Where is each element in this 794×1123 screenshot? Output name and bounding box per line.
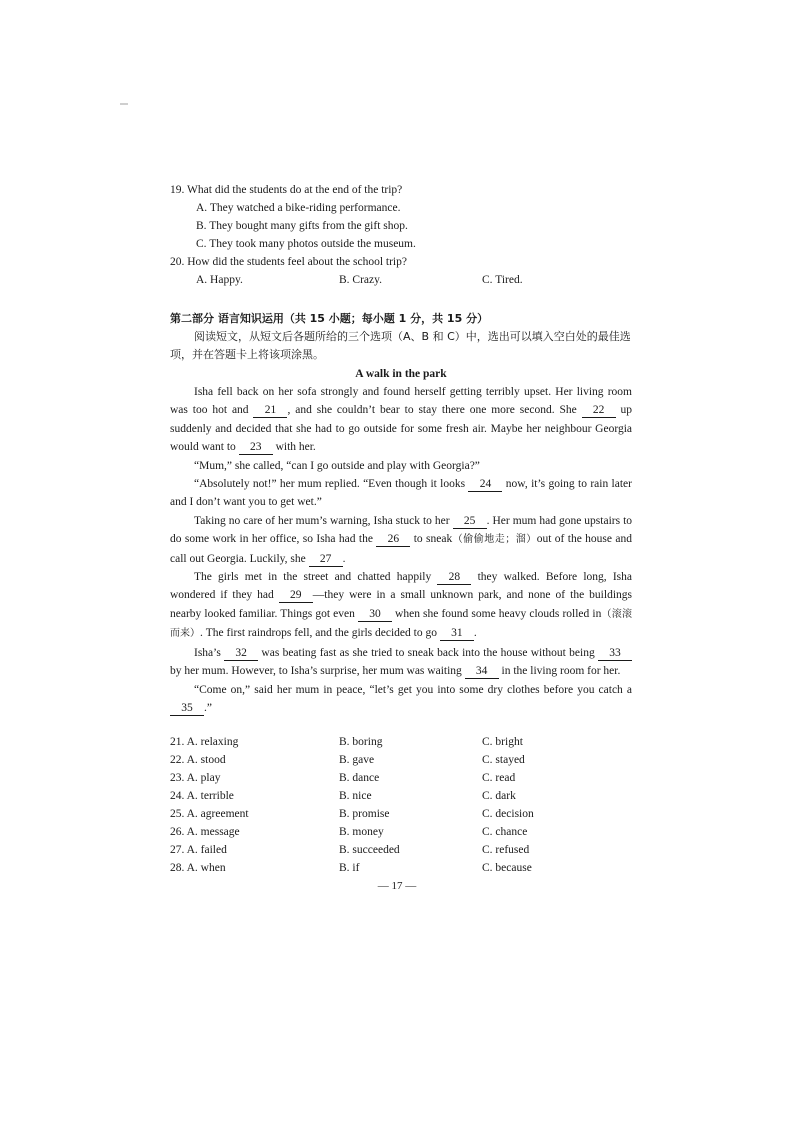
passage-paragraph-2: “Mum,” she called, “can I go outside and play with Georgia?” <box>194 459 480 472</box>
blank-21: 21 <box>253 404 287 418</box>
answer-choices <box>170 733 640 877</box>
passage <box>170 365 632 717</box>
choice-row-26: 26. A. message B. money C. chance <box>170 826 528 838</box>
blank-31: 31 <box>440 627 474 641</box>
question-20-options <box>170 271 632 289</box>
passage-title: A walk in the park <box>355 368 447 380</box>
passage-paragraph-5: The girls met in the street and chatted happily 28 they walked. Before long, Isha wondered if they had 29 —they were in a small unknown park, and none of the buildings nearby looked familiar. Things got even 30 when she found some heavy clouds rolled in（滚滚而来）. The first raindrops fell, and the girls decided to go 31 . <box>170 571 632 640</box>
question-19-option-c: C. They took many photos outside the museum. <box>196 238 416 250</box>
choice-row-23: 23. A. play B. dance C. read <box>170 772 516 784</box>
blank-29: 29 <box>279 589 313 603</box>
question-20-option-b: B. Crazy. <box>339 274 383 286</box>
blank-33: 33 <box>598 647 632 661</box>
blank-25: 25 <box>453 515 487 529</box>
section-heading: 第二部分 语言知识运用（共 15 小题；每小题 1 分，共 15 分） <box>170 312 489 325</box>
blank-24: 24 <box>468 478 502 492</box>
section-header <box>170 310 632 364</box>
choice-row-25: 25. A. agreement B. promise C. decision <box>170 808 534 820</box>
passage-paragraph-1: Isha fell back on her sofa strongly and found herself getting terribly upset. Her living room was too hot and 21 , and she couldn’t bear to stay there one more second. She 22 up suddenly and decided that she had to go outside for some fresh air. Maybe her neighbour Georgia would want to 23 with her. <box>170 386 632 454</box>
choice-row-28: 28. A. when B. if C. because <box>170 862 532 874</box>
gloss-roll-in: （滚滚而来） <box>170 608 632 640</box>
questions-19-20 <box>170 181 632 289</box>
blank-26: 26 <box>376 533 410 547</box>
page-number: — 17 — <box>377 880 417 892</box>
passage-paragraph-3: “Absolutely not!” her mum replied. “Even though it looks 24 now, it’s going to rain later and I don’t want you to get wet.” <box>170 478 632 509</box>
question-20-option-a: A. Happy. <box>196 274 243 286</box>
choice-row-27: 27. A. failed B. succeeded C. refused <box>170 844 530 856</box>
blank-35: 35 <box>170 702 204 716</box>
choice-row-21: 21. A. relaxing B. boring C. bright <box>170 736 523 748</box>
blank-23: 23 <box>239 441 273 455</box>
scan-mark <box>120 103 128 105</box>
question-19-stem: 19. What did the students do at the end of the trip? <box>170 184 403 196</box>
choice-row-22: 22. A. stood B. gave C. stayed <box>170 754 525 766</box>
gloss-sneak: （偷偷地走；溜） <box>452 534 537 546</box>
section-instruction: 阅读短文，从短文后各题所给的三个选项（A、B 和 C）中，选出可以填入空白处的最佳选项，并在答题卡上将该项涂黑。 <box>170 330 631 361</box>
choice-row-24: 24. A. terrible B. nice C. dark <box>170 790 516 802</box>
passage-paragraph-7: “Come on,” said her mum in peace, “let’s get you into some dry clothes before you catch a 35 .” <box>170 681 632 718</box>
blank-34: 34 <box>465 665 499 679</box>
blank-22: 22 <box>582 404 616 418</box>
blank-30: 30 <box>358 608 392 622</box>
passage-paragraph-6: Isha’s 32 was beating fast as she tried to sneak back into the house without being 33 by her mum. However, to Isha’s surprise, her mum was waiting 34 in the living room for her. <box>170 644 632 681</box>
question-20-option-c: C. Tired. <box>482 274 523 286</box>
blank-28: 28 <box>437 571 471 585</box>
question-19-option-a: A. They watched a bike-riding performance. <box>196 202 401 214</box>
question-19-option-b: B. They bought many gifts from the gift shop. <box>196 220 408 232</box>
passage-paragraph-4: Taking no care of her mum’s warning, Isha stuck to her 25 . Her mum had gone upstairs to do some work in her office, so Isha had the 26 to sneak（偷偷地走；溜）out of the house and call out Georgia. Luckily, she 27 . <box>170 514 633 565</box>
blank-27: 27 <box>309 553 343 567</box>
question-20-stem: 20. How did the students feel about the school trip? <box>170 256 407 268</box>
blank-32: 32 <box>224 647 258 661</box>
